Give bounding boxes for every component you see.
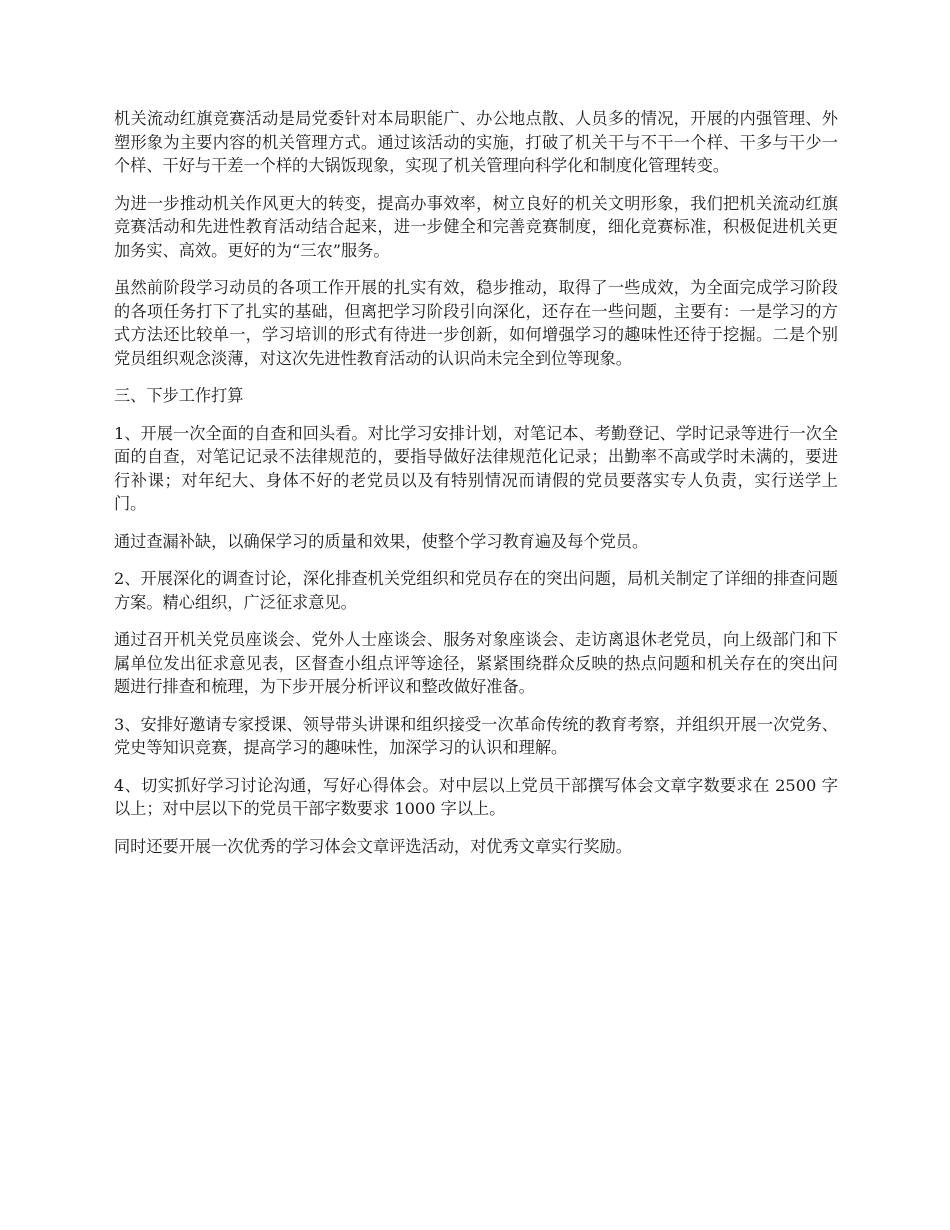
paragraph-3: 虽然前阶段学习动员的各项工作开展的扎实有效，稳步推动，取得了一些成效，为全面完成学习阶段的各项任务打下了扎实的基础，但离把学习阶段引向深化，还存在一些问题，主要有：一是学习的方式方法还比较单一，学习培训的形式有待进一步创新，如何增强学习的趣味性还待于挖掘。二是个别党员组织观念淡薄，对这次先进性教育活动的认识尚未完全到位等现象。 [114, 278, 838, 368]
paragraph-5: 通过查漏补缺，以确保学习的质量和效果，使整个学习教育遍及每个党员。 [114, 531, 649, 551]
paragraph-1: 机关流动红旗竞赛活动是局党委针对本局职能广、办公地点散、人员多的情况，开展的内强管理、外塑形象为主要内容的机关管理方式。通过该活动的实施，打破了机关干与不干一个样、干多与干少一个样、干好与干差一个样的大锅饭现象，实现了机关管理向科学化和制度化管理转变。 [114, 109, 838, 175]
paragraph-2: 为进一步推动机关作风更大的转变，提高办事效率，树立良好的机关文明形象，我们把机关流动红旗竞赛活动和先进性教育活动结合起来，进一步健全和完善竞赛制度，细化竞赛标准，积极促进机关更加务实、高效。更好的为“三农”服务。 [114, 193, 838, 260]
paragraph-item-2: 2、开展深化的调查讨论，深化排查机关党组织和党员存在的突出问题，局机关制定了详细的排查问题方案。精心组织，广泛征求意见。 [114, 569, 838, 612]
paragraph-7: 通过召开机关党员座谈会、党外人士座谈会、服务对象座谈会、走访离退休老党员，向上级部门和下属单位发出征求意见表，区督查小组点评等途径，紧紧围绕群众反映的热点问题和机关存在的突出问题进行排查和梳理，为下步开展分析评议和整改做好准备。 [114, 630, 838, 696]
paragraph-item-4: 4、切实抓好学习讨论沟通，写好心得体会。对中层以上党员干部撰写体会文章字数要求在 2500 字以上；对中层以下的党员干部字数要求 1000 字以上。 [114, 775, 838, 818]
section-heading: 三、下步工作打算 [114, 386, 244, 405]
paragraph-item-1: 1、开展一次全面的自查和回头看。对比学习安排计划，对笔记本、考勤登记、学时记录等进行一次全面的自查，对笔记记录不法律规范的，要指导做好法律规范化记录；出勤率不高或学时未满的，要进行补课；对年纪大、身体不好的老党员以及有特别情况而请假的党员要落实专人负责，实行送学上门。 [114, 423, 838, 513]
paragraph-item-3: 3、安排好邀请专家授课、领导带头讲课和组织接受一次革命传统的教育考察，并组织开展一次党务、党史等知识竞赛，提高学习的趣味性，加深学习的认识和理解。 [114, 714, 838, 757]
paragraph-11: 同时还要开展一次优秀的学习体会文章评选活动，对优秀文章实行奖励。 [114, 836, 632, 856]
